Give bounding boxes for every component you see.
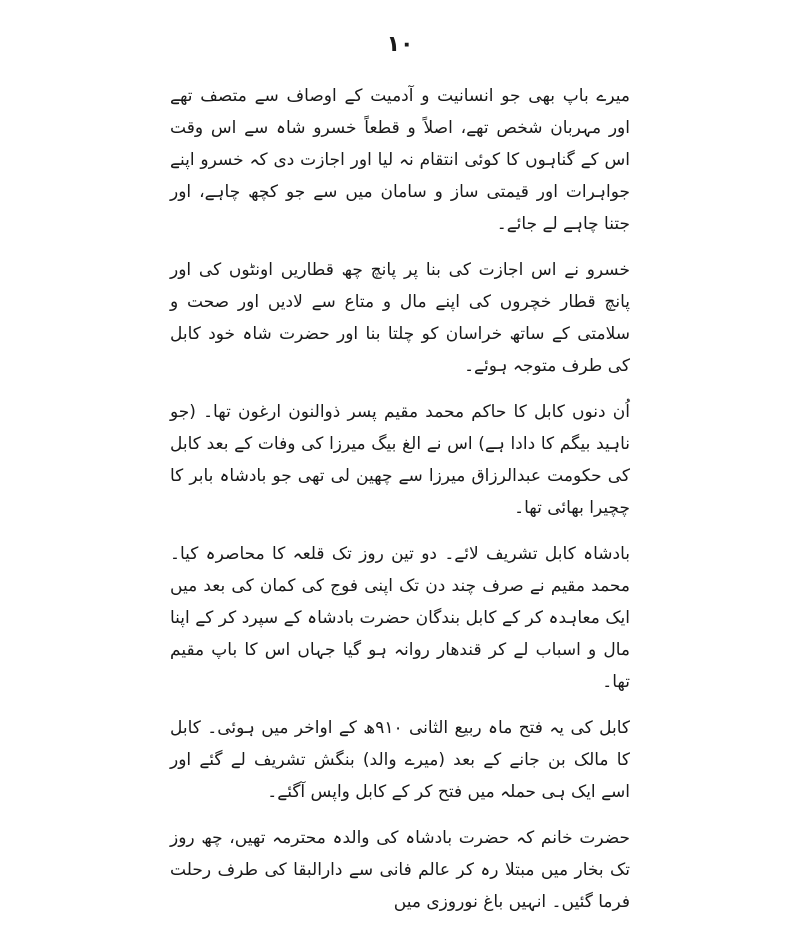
page-number: ۱۰ xyxy=(386,32,414,57)
paragraph-6: حضرت خانم کہ حضرت بادشاہ کی والدہ محترمہ تھیں، چھ روز تک بخار میں مبتلا رہ کر عالم فانی سے دارالبقا کی طرف رحلت فرما گئیں۔ انہیں باغ نوروزی میں xyxy=(170,828,630,912)
paragraph-1: میرے باپ بھی جو انسانیت و آدمیت کے اوصاف سے متصف تھے اور مہربان شخص تھے، اصلاً و قطعاً خسرو شاہ سے اس وقت اس کے گناہوں کا کوئی انتقام نہ لیا اور اجازت دی کہ خسرو اپنے جواہرات اور قیمتی ساز و سامان میں سے جو کچھ چاہے، اور جتنا چاہے لے جائے۔ xyxy=(170,86,630,234)
page-body xyxy=(170,80,630,934)
paragraph-4: بادشاہ کابل تشریف لائے۔ دو تین روز تک قلعہ کا محاصرہ کیا۔ محمد مقیم نے صرف چند دن تک اپنی فوج کی کمان کی بعد میں ایک معاہدہ کر کے کابل بندگان حضرت بادشاہ کے سپرد کر کے اپنا مال و اسباب لے کر قندھار روانہ ہو گیا جہاں اس کا باپ مقیم تھا۔ xyxy=(170,544,630,692)
paragraph-2: خسرو نے اس اجازت کی بنا پر پانچ چھ قطاریں اونٹوں کی اور پانچ قطار خچروں کی اپنے مال و متاع سے لادیں اور صحت و سلامتی کے ساتھ خراسان کو چلتا بنا اور حضرت شاہ خود کابل کی طرف متوجہ ہوئے۔ xyxy=(170,260,630,376)
paragraph-3: اُن دنوں کابل کا حاکم محمد مقیم پسر ذوالنون ارغون تھا۔ (جو ناہید بیگم کا دادا ہے) اس نے الغ بیگ میرزا کی وفات کے بعد کابل کی حکومت عبدالرزاق میرزا سے چھین لی تھی جو بادشاہ بابر کا چچیرا بھائی تھا۔ xyxy=(170,402,630,518)
paragraph-5: کابل کی یہ فتح ماہ ربیع الثانی ۹۱۰ھ کے اواخر میں ہوئی۔ کابل کا مالک بن جانے کے بعد (میرے والد) بنگش تشریف لے گئے اور اسے ایک ہی حملہ میں فتح کر کے کابل واپس آگئے۔ xyxy=(170,718,630,802)
